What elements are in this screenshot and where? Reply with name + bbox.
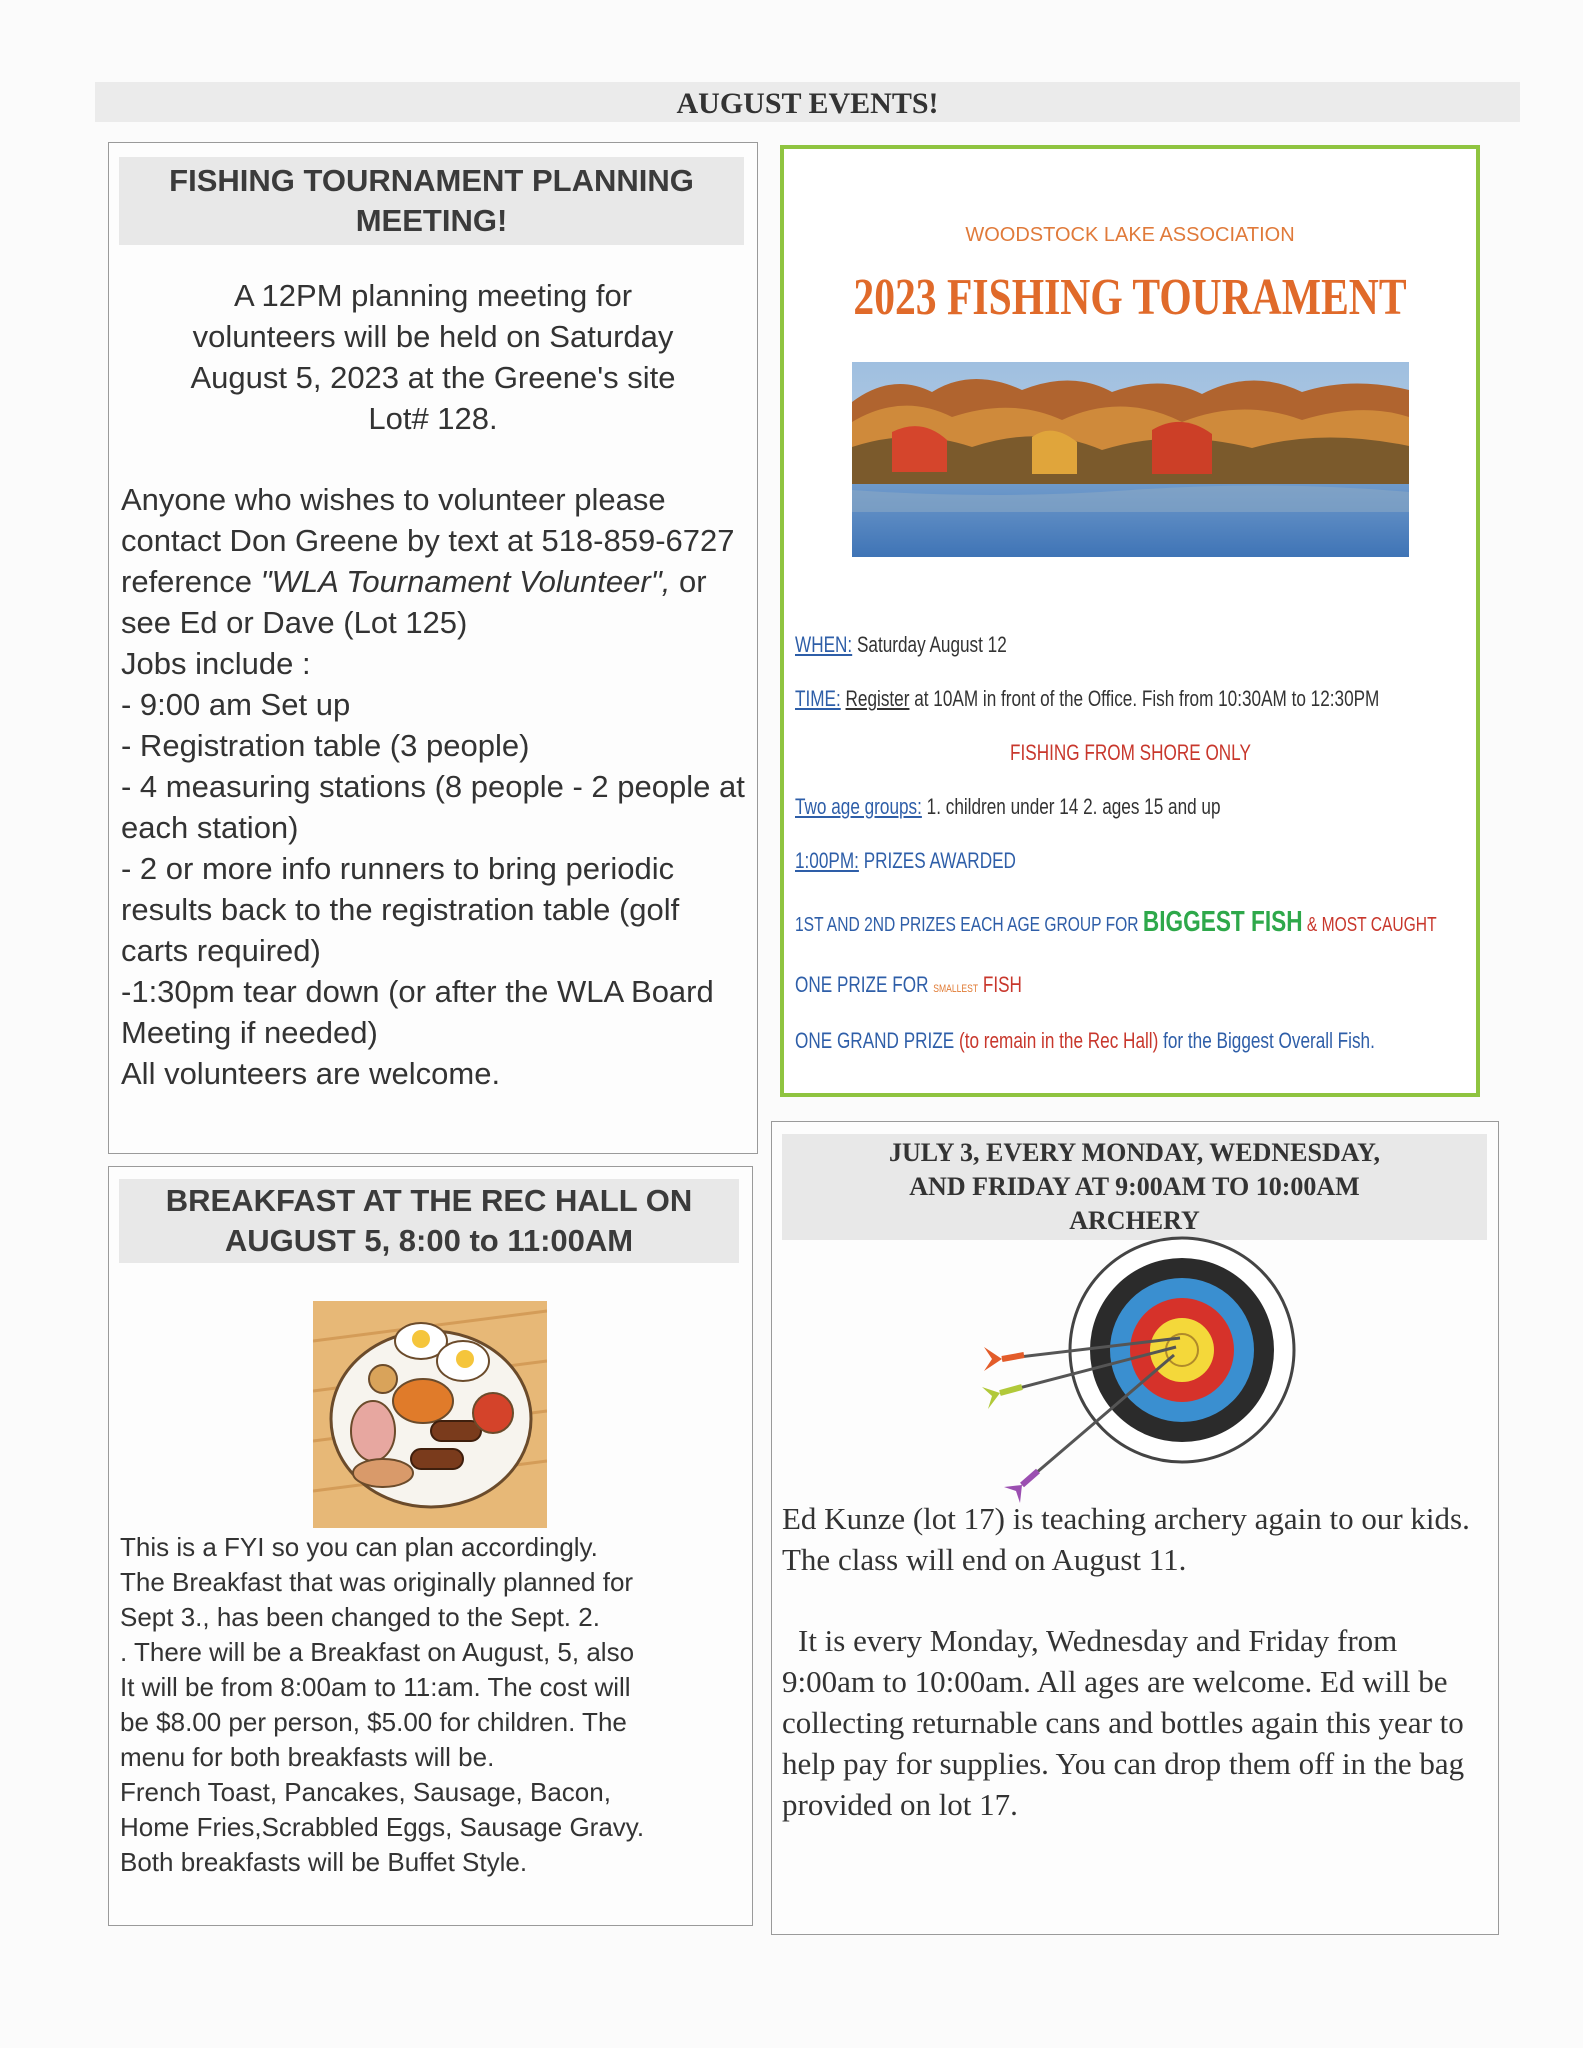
meeting-contact: Anyone who wishes to volunteer please contact Don Greene by text at 518-859-6727 reference "WLA Tournament Volunteer", or see Ed or Dave (Lot 125) bbox=[121, 482, 735, 640]
breakfast-illustration bbox=[313, 1301, 547, 1528]
breakfast-title: BREAKFAST AT THE REC HALL ON AUGUST 5, 8:00 to 11:00AM bbox=[119, 1179, 739, 1263]
job-item: - 2 or more info runners to bring periodic results back to the registration table (golf carts required) bbox=[121, 851, 680, 968]
meeting-intro: A 12PM planning meeting for volunteers will be held on Saturday August 5, 2023 at the Greene's site Lot# 128. bbox=[190, 278, 676, 436]
jobs-list: Jobs include : - 9:00 am Set up - Registration table (3 people) - 4 measuring stations (8 people - 2 people at each station) - 2 or more info runners to bring periodic results back to the registration table (golf carts required) -1:30pm tear down (or after the WLA Board Meeting if needed) All volunteers are welcome. bbox=[119, 643, 747, 1094]
planning-meeting-box bbox=[108, 142, 758, 1154]
poster-time: TIME: Register at 10AM in front of the Office. Fish from 10:30AM to 12:30PM bbox=[795, 686, 1380, 711]
poster-title: 2023 FISHING TOURAMENT bbox=[853, 269, 1407, 326]
poster-age-groups: Two age groups: 1. children under 14 2. ages 15 and up bbox=[795, 794, 1221, 819]
poster-org: WOODSTOCK LAKE ASSOCIATION bbox=[965, 224, 1295, 246]
poster-grand-prize: ONE GRAND PRIZE (to remain in the Rec Hall) for the Biggest Overall Fish. bbox=[795, 1028, 1375, 1053]
poster-shore: FISHING FROM SHORE ONLY bbox=[1010, 740, 1251, 765]
job-item: - 9:00 am Set up bbox=[121, 687, 351, 722]
archery-text: Ed Kunze (lot 17) is teaching archery again to our kids. The class will end on August 11. It is every Monday, Wednesday and Friday from 9:00am to 10:00am. All ages are welcome. Ed will be collecting returnable cans and bottles again this year to help pay for supplies. You can drop them off in the bag provided on lot 17. bbox=[782, 1501, 1470, 1822]
archery-title: JULY 3, EVERY MONDAY, WEDNESDAY, AND FRIDAY AT 9:00AM TO 10:00AM ARCHERY bbox=[782, 1134, 1487, 1240]
planning-meeting-title: FISHING TOURNAMENT PLANNING MEETING! bbox=[119, 157, 744, 245]
poster-one-prize: ONE PRIZE FOR SMALLEST FISH bbox=[795, 972, 1022, 997]
poster-prizes: 1:00PM: PRIZES AWARDED bbox=[795, 848, 1016, 873]
archery-target-illustration bbox=[962, 1235, 1312, 1505]
job-item: - Registration table (3 people) bbox=[121, 728, 530, 763]
job-item: -1:30pm tear down (or after the WLA Board Meeting if needed) bbox=[121, 974, 714, 1050]
poster-when: WHEN: Saturday August 12 bbox=[795, 632, 1007, 657]
job-item: - 4 measuring stations (8 people - 2 people at each station) bbox=[121, 769, 745, 845]
breakfast-text: This is a FYI so you can plan accordingly. The Breakfast that was originally planned for Sept 3., has been changed to the Sept. 2. . There will be a Breakfast on August, 5, also It will be from 8:00am to 11:am. The cost will be $8.00 per person, $5.00 for children. The menu for both breakfasts will be. French Toast, Pancakes, Sausage, Bacon, Home Fries,Scrabbled Eggs, Sausage Gravy. Both breakfasts will be Buffet Style. bbox=[120, 1532, 645, 1877]
page-banner: AUGUST EVENTS! bbox=[95, 82, 1520, 122]
lake-photo bbox=[852, 362, 1409, 557]
poster-prizes-detail: 1ST AND 2ND PRIZES EACH AGE GROUP FOR BIGGEST FISH & MOST CAUGHT bbox=[795, 906, 1437, 938]
